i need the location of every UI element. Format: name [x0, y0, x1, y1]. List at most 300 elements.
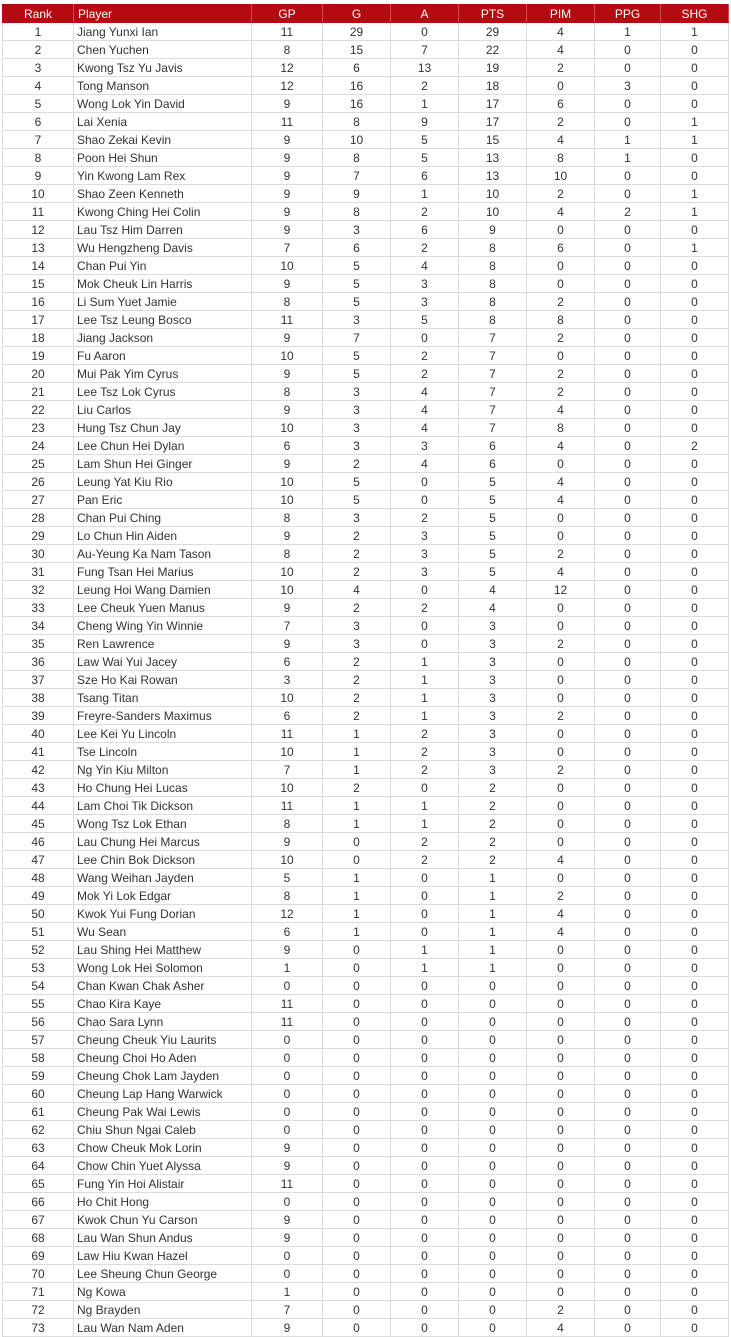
pim-cell: 0 — [527, 833, 595, 851]
table-row — [3, 347, 729, 365]
g-cell: 3 — [323, 311, 391, 329]
pim-cell: 0 — [527, 797, 595, 815]
ppg-cell: 0 — [595, 671, 661, 689]
rank-cell: 1 — [3, 23, 74, 41]
rank-cell: 37 — [3, 671, 74, 689]
pts-cell: 0 — [459, 1319, 527, 1337]
ppg-cell: 0 — [595, 743, 661, 761]
a-cell: 2 — [391, 509, 459, 527]
player-name-cell[interactable]: Ng Kowa — [74, 1283, 252, 1301]
player-name-cell[interactable]: Cheng Wing Yin Winnie — [74, 617, 252, 635]
player-name-cell[interactable]: Lam Shun Hei Ginger — [74, 455, 252, 473]
shg-cell: 0 — [661, 815, 729, 833]
player-name-cell[interactable]: Chao Kira Kaye — [74, 995, 252, 1013]
pts-cell: 0 — [459, 1193, 527, 1211]
rank-cell: 57 — [3, 1031, 74, 1049]
ppg-cell: 0 — [595, 545, 661, 563]
rank-cell: 70 — [3, 1265, 74, 1283]
shg-cell: 0 — [661, 1301, 729, 1319]
a-cell: 2 — [391, 347, 459, 365]
table-row — [3, 59, 729, 77]
shg-cell: 0 — [661, 419, 729, 437]
ppg-cell: 0 — [595, 977, 661, 995]
table-row — [3, 1013, 729, 1031]
rank-cell: 17 — [3, 311, 74, 329]
rank-cell: 3 — [3, 59, 74, 77]
ppg-cell: 0 — [595, 1319, 661, 1337]
pim-cell: 6 — [527, 239, 595, 257]
player-name-cell[interactable]: Ren Lawrence — [74, 635, 252, 653]
column-header-gp[interactable]: GP — [252, 5, 323, 23]
pim-cell: 2 — [527, 365, 595, 383]
pts-cell: 7 — [459, 401, 527, 419]
player-name-cell[interactable]: Ng Brayden — [74, 1301, 252, 1319]
player-name-cell[interactable]: Tsang Titan — [74, 689, 252, 707]
pts-cell: 0 — [459, 1211, 527, 1229]
ppg-cell: 0 — [595, 473, 661, 491]
gp-cell: 9 — [252, 1139, 323, 1157]
player-name-cell[interactable]: Cheung Choi Ho Aden — [74, 1049, 252, 1067]
rank-cell: 41 — [3, 743, 74, 761]
a-cell: 0 — [391, 887, 459, 905]
player-name-cell[interactable]: Lee Kei Yu Lincoln — [74, 725, 252, 743]
player-name-cell[interactable]: Kwong Ching Hei Colin — [74, 203, 252, 221]
pts-cell: 6 — [459, 437, 527, 455]
player-name-cell[interactable]: Chen Yuchen — [74, 41, 252, 59]
a-cell: 2 — [391, 743, 459, 761]
pim-cell: 12 — [527, 581, 595, 599]
player-name-cell[interactable]: Lau Wan Nam Aden — [74, 1319, 252, 1337]
a-cell: 0 — [391, 581, 459, 599]
ppg-cell: 0 — [595, 437, 661, 455]
table-row — [3, 1247, 729, 1265]
g-cell: 2 — [323, 527, 391, 545]
table-row — [3, 869, 729, 887]
g-cell: 5 — [323, 257, 391, 275]
player-name-cell[interactable]: Kwok Chun Yu Carson — [74, 1211, 252, 1229]
rank-cell: 55 — [3, 995, 74, 1013]
shg-cell: 0 — [661, 527, 729, 545]
g-cell: 0 — [323, 1139, 391, 1157]
player-name-cell[interactable]: Lo Chun Hin Aiden — [74, 527, 252, 545]
player-name-cell[interactable]: Wong Tsz Lok Ethan — [74, 815, 252, 833]
g-cell: 6 — [323, 239, 391, 257]
player-name-cell[interactable]: Wong Lok Hei Solomon — [74, 959, 252, 977]
ppg-cell: 0 — [595, 1229, 661, 1247]
column-header-ppg[interactable]: PPG — [595, 5, 661, 23]
g-cell: 1 — [323, 797, 391, 815]
player-name-cell[interactable]: Lau Shing Hei Matthew — [74, 941, 252, 959]
player-name-cell[interactable]: Lau Wan Shun Andus — [74, 1229, 252, 1247]
column-header-g[interactable]: G — [323, 5, 391, 23]
pts-cell: 13 — [459, 167, 527, 185]
shg-cell: 0 — [661, 1229, 729, 1247]
a-cell: 0 — [391, 1265, 459, 1283]
player-name-cell[interactable]: Wang Weihan Jayden — [74, 869, 252, 887]
pim-cell: 2 — [527, 1301, 595, 1319]
table-row — [3, 923, 729, 941]
gp-cell: 9 — [252, 1229, 323, 1247]
pts-cell: 0 — [459, 1157, 527, 1175]
shg-cell: 1 — [661, 239, 729, 257]
column-header-a[interactable]: A — [391, 5, 459, 23]
shg-cell: 0 — [661, 689, 729, 707]
player-name-cell[interactable]: Lai Xenia — [74, 113, 252, 131]
table-row — [3, 1085, 729, 1103]
table-row — [3, 563, 729, 581]
pts-cell: 2 — [459, 851, 527, 869]
rank-cell: 29 — [3, 527, 74, 545]
player-name-cell[interactable]: Lee Tsz Leung Bosco — [74, 311, 252, 329]
a-cell: 0 — [391, 1139, 459, 1157]
player-name-cell[interactable]: Law Wai Yui Jacey — [74, 653, 252, 671]
pim-cell: 2 — [527, 293, 595, 311]
shg-cell: 1 — [661, 131, 729, 149]
player-name-cell[interactable]: Freyre-Sanders Maximus — [74, 707, 252, 725]
table-row — [3, 221, 729, 239]
gp-cell: 6 — [252, 707, 323, 725]
pim-cell: 0 — [527, 527, 595, 545]
header-row — [3, 5, 729, 23]
pts-cell: 2 — [459, 779, 527, 797]
ppg-cell: 0 — [595, 581, 661, 599]
player-name-cell[interactable]: Poon Hei Shun — [74, 149, 252, 167]
player-name-cell[interactable]: Cheung Pak Wai Lewis — [74, 1103, 252, 1121]
pts-cell: 5 — [459, 491, 527, 509]
a-cell: 5 — [391, 131, 459, 149]
shg-cell: 0 — [661, 995, 729, 1013]
rank-cell: 21 — [3, 383, 74, 401]
gp-cell: 9 — [252, 1157, 323, 1175]
shg-cell: 0 — [661, 329, 729, 347]
g-cell: 0 — [323, 959, 391, 977]
a-cell: 0 — [391, 1013, 459, 1031]
pts-cell: 5 — [459, 545, 527, 563]
column-header-rank[interactable]: Rank — [3, 5, 74, 23]
gp-cell: 10 — [252, 779, 323, 797]
ppg-cell: 0 — [595, 509, 661, 527]
player-name-cell[interactable]: Mok Cheuk Lin Harris — [74, 275, 252, 293]
pim-cell: 0 — [527, 1103, 595, 1121]
g-cell: 5 — [323, 473, 391, 491]
a-cell: 5 — [391, 311, 459, 329]
shg-cell: 0 — [661, 455, 729, 473]
a-cell: 0 — [391, 617, 459, 635]
player-name-cell[interactable]: Ho Chung Hei Lucas — [74, 779, 252, 797]
pim-cell: 2 — [527, 887, 595, 905]
player-name-cell[interactable]: Cheung Chok Lam Jayden — [74, 1067, 252, 1085]
player-name-cell[interactable]: Chan Pui Yin — [74, 257, 252, 275]
player-name-cell[interactable]: Fung Yin Hoi Alistair — [74, 1175, 252, 1193]
ppg-cell: 0 — [595, 1031, 661, 1049]
a-cell: 1 — [391, 707, 459, 725]
a-cell: 13 — [391, 59, 459, 77]
shg-cell: 0 — [661, 653, 729, 671]
rank-cell: 53 — [3, 959, 74, 977]
ppg-cell: 0 — [595, 635, 661, 653]
pim-cell: 2 — [527, 383, 595, 401]
player-name-cell[interactable]: Fung Tsan Hei Marius — [74, 563, 252, 581]
ppg-cell: 2 — [595, 203, 661, 221]
ppg-cell: 0 — [595, 41, 661, 59]
column-header-pts[interactable]: PTS — [459, 5, 527, 23]
player-name-cell[interactable]: Lee Chun Hei Dylan — [74, 437, 252, 455]
player-name-cell[interactable]: Chao Sara Lynn — [74, 1013, 252, 1031]
pts-cell: 18 — [459, 77, 527, 95]
ppg-cell: 0 — [595, 59, 661, 77]
table-row — [3, 1211, 729, 1229]
pts-cell: 8 — [459, 257, 527, 275]
table-row — [3, 905, 729, 923]
gp-cell: 10 — [252, 347, 323, 365]
gp-cell: 10 — [252, 743, 323, 761]
g-cell: 3 — [323, 635, 391, 653]
shg-cell: 0 — [661, 1139, 729, 1157]
rank-cell: 25 — [3, 455, 74, 473]
player-name-cell[interactable]: Tse Lincoln — [74, 743, 252, 761]
table-row — [3, 797, 729, 815]
a-cell: 0 — [391, 1157, 459, 1175]
pts-cell: 5 — [459, 563, 527, 581]
a-cell: 0 — [391, 1247, 459, 1265]
pim-cell: 0 — [527, 959, 595, 977]
rank-cell: 28 — [3, 509, 74, 527]
player-name-cell[interactable]: Chan Pui Ching — [74, 509, 252, 527]
rank-cell: 43 — [3, 779, 74, 797]
ppg-cell: 0 — [595, 923, 661, 941]
player-name-cell[interactable]: Hung Tsz Chun Jay — [74, 419, 252, 437]
shg-cell: 0 — [661, 977, 729, 995]
pim-cell: 8 — [527, 149, 595, 167]
table-row — [3, 725, 729, 743]
shg-cell: 0 — [661, 95, 729, 113]
gp-cell: 7 — [252, 617, 323, 635]
shg-cell: 0 — [661, 563, 729, 581]
pts-cell: 7 — [459, 329, 527, 347]
g-cell: 0 — [323, 1103, 391, 1121]
table-row — [3, 167, 729, 185]
pim-cell: 2 — [527, 329, 595, 347]
gp-cell: 1 — [252, 959, 323, 977]
g-cell: 8 — [323, 203, 391, 221]
pts-cell: 3 — [459, 617, 527, 635]
rank-cell: 5 — [3, 95, 74, 113]
gp-cell: 0 — [252, 1031, 323, 1049]
player-name-cell[interactable]: Shao Zeen Kenneth — [74, 185, 252, 203]
g-cell: 15 — [323, 41, 391, 59]
pim-cell: 0 — [527, 1067, 595, 1085]
ppg-cell: 0 — [595, 293, 661, 311]
gp-cell: 10 — [252, 257, 323, 275]
player-name-cell[interactable]: Cheung Lap Hang Warwick — [74, 1085, 252, 1103]
player-name-cell[interactable]: Chow Cheuk Mok Lorin — [74, 1139, 252, 1157]
g-cell: 3 — [323, 509, 391, 527]
player-name-cell[interactable]: Chiu Shun Ngai Caleb — [74, 1121, 252, 1139]
shg-cell: 0 — [661, 41, 729, 59]
player-name-cell[interactable]: Chow Chin Yuet Alyssa — [74, 1157, 252, 1175]
a-cell: 0 — [391, 1031, 459, 1049]
table-row — [3, 455, 729, 473]
player-name-cell[interactable]: Lau Tsz Him Darren — [74, 221, 252, 239]
g-cell: 5 — [323, 347, 391, 365]
ppg-cell: 0 — [595, 311, 661, 329]
player-name-cell[interactable]: Mui Pak Yim Cyrus — [74, 365, 252, 383]
pts-cell: 29 — [459, 23, 527, 41]
player-name-cell[interactable]: Lee Tsz Lok Cyrus — [74, 383, 252, 401]
player-name-cell[interactable]: Leung Yat Kiu Rio — [74, 473, 252, 491]
player-name-cell[interactable]: Yin Kwong Lam Rex — [74, 167, 252, 185]
gp-cell: 10 — [252, 563, 323, 581]
rank-cell: 18 — [3, 329, 74, 347]
gp-cell: 12 — [252, 59, 323, 77]
pts-cell: 3 — [459, 725, 527, 743]
shg-cell: 0 — [661, 383, 729, 401]
player-name-cell[interactable]: Sze Ho Kai Rowan — [74, 671, 252, 689]
player-name-cell[interactable]: Wu Hengzheng Davis — [74, 239, 252, 257]
g-cell: 0 — [323, 1193, 391, 1211]
player-name-cell[interactable]: Lam Choi Tik Dickson — [74, 797, 252, 815]
pim-cell: 0 — [527, 455, 595, 473]
a-cell: 0 — [391, 1211, 459, 1229]
pim-cell: 0 — [527, 1031, 595, 1049]
player-name-cell[interactable]: Lee Chin Bok Dickson — [74, 851, 252, 869]
shg-cell: 0 — [661, 1211, 729, 1229]
player-name-cell[interactable]: Liu Carlos — [74, 401, 252, 419]
player-name-cell[interactable]: Lee Cheuk Yuen Manus — [74, 599, 252, 617]
g-cell: 2 — [323, 707, 391, 725]
g-cell: 0 — [323, 1229, 391, 1247]
player-name-cell[interactable]: Cheung Cheuk Yiu Laurits — [74, 1031, 252, 1049]
g-cell: 0 — [323, 851, 391, 869]
rank-cell: 34 — [3, 617, 74, 635]
player-name-cell[interactable]: Pan Eric — [74, 491, 252, 509]
a-cell: 1 — [391, 95, 459, 113]
ppg-cell: 0 — [595, 833, 661, 851]
player-name-cell[interactable]: Lee Sheung Chun George — [74, 1265, 252, 1283]
pts-cell: 19 — [459, 59, 527, 77]
gp-cell: 6 — [252, 923, 323, 941]
column-header-player[interactable]: Player — [74, 5, 252, 23]
g-cell: 16 — [323, 77, 391, 95]
rank-cell: 26 — [3, 473, 74, 491]
pts-cell: 5 — [459, 509, 527, 527]
player-name-cell[interactable]: Leung Hoi Wang Damien — [74, 581, 252, 599]
a-cell: 2 — [391, 833, 459, 851]
pts-cell: 3 — [459, 707, 527, 725]
pim-cell: 0 — [527, 599, 595, 617]
player-name-cell[interactable]: Mok Yi Lok Edgar — [74, 887, 252, 905]
table-row — [3, 995, 729, 1013]
pts-cell: 0 — [459, 1067, 527, 1085]
g-cell: 0 — [323, 995, 391, 1013]
pts-cell: 6 — [459, 455, 527, 473]
player-name-cell[interactable]: Fu Aaron — [74, 347, 252, 365]
table-row — [3, 1283, 729, 1301]
table-row — [3, 545, 729, 563]
g-cell: 7 — [323, 167, 391, 185]
player-name-cell[interactable]: Kwong Tsz Yu Javis — [74, 59, 252, 77]
rank-cell: 22 — [3, 401, 74, 419]
pim-cell: 0 — [527, 815, 595, 833]
player-name-cell[interactable]: Lau Chung Hei Marcus — [74, 833, 252, 851]
gp-cell: 9 — [252, 275, 323, 293]
pts-cell: 0 — [459, 1031, 527, 1049]
rank-cell: 19 — [3, 347, 74, 365]
player-name-cell[interactable]: Jiang Jackson — [74, 329, 252, 347]
a-cell: 2 — [391, 599, 459, 617]
column-header-pim[interactable]: PIM — [527, 5, 595, 23]
g-cell: 0 — [323, 1121, 391, 1139]
ppg-cell: 0 — [595, 1139, 661, 1157]
player-name-cell[interactable]: Shao Zekai Kevin — [74, 131, 252, 149]
gp-cell: 11 — [252, 23, 323, 41]
player-name-cell[interactable]: Li Sum Yuet Jamie — [74, 293, 252, 311]
player-name-cell[interactable]: Kwok Yui Fung Dorian — [74, 905, 252, 923]
table-row — [3, 1319, 729, 1337]
table-row — [3, 311, 729, 329]
rank-cell: 9 — [3, 167, 74, 185]
g-cell: 0 — [323, 1013, 391, 1031]
ppg-cell: 0 — [595, 797, 661, 815]
player-name-cell[interactable]: Ng Yin Kiu Milton — [74, 761, 252, 779]
ppg-cell: 0 — [595, 1247, 661, 1265]
player-name-cell[interactable]: Tong Manson — [74, 77, 252, 95]
pts-cell: 7 — [459, 365, 527, 383]
pts-cell: 0 — [459, 977, 527, 995]
column-header-shg[interactable]: SHG — [661, 5, 729, 23]
pim-cell: 0 — [527, 1121, 595, 1139]
gp-cell: 11 — [252, 311, 323, 329]
shg-cell: 0 — [661, 167, 729, 185]
player-name-cell[interactable]: Au-Yeung Ka Nam Tason — [74, 545, 252, 563]
shg-cell: 0 — [661, 599, 729, 617]
rank-cell: 72 — [3, 1301, 74, 1319]
player-name-cell[interactable]: Chan Kwan Chak Asher — [74, 977, 252, 995]
player-name-cell[interactable]: Ho Chit Hong — [74, 1193, 252, 1211]
table-row — [3, 437, 729, 455]
g-cell: 0 — [323, 1283, 391, 1301]
gp-cell: 0 — [252, 1049, 323, 1067]
pim-cell: 0 — [527, 617, 595, 635]
shg-cell: 0 — [661, 149, 729, 167]
player-name-cell[interactable]: Jiang Yunxi Ian — [74, 23, 252, 41]
g-cell: 2 — [323, 653, 391, 671]
player-name-cell[interactable]: Wong Lok Yin David — [74, 95, 252, 113]
rank-cell: 7 — [3, 131, 74, 149]
pim-cell: 2 — [527, 707, 595, 725]
gp-cell: 9 — [252, 941, 323, 959]
gp-cell: 9 — [252, 401, 323, 419]
table-row — [3, 149, 729, 167]
pim-cell: 8 — [527, 311, 595, 329]
g-cell: 0 — [323, 1157, 391, 1175]
g-cell: 6 — [323, 59, 391, 77]
a-cell: 2 — [391, 239, 459, 257]
a-cell: 0 — [391, 905, 459, 923]
rank-cell: 14 — [3, 257, 74, 275]
ppg-cell: 0 — [595, 491, 661, 509]
pts-cell: 1 — [459, 941, 527, 959]
pts-cell: 0 — [459, 1013, 527, 1031]
player-name-cell[interactable]: Law Hiu Kwan Hazel — [74, 1247, 252, 1265]
shg-cell: 0 — [661, 1157, 729, 1175]
gp-cell: 0 — [252, 1265, 323, 1283]
player-name-cell[interactable]: Wu Sean — [74, 923, 252, 941]
g-cell: 1 — [323, 887, 391, 905]
g-cell: 10 — [323, 131, 391, 149]
pts-cell: 9 — [459, 221, 527, 239]
rank-cell: 59 — [3, 1067, 74, 1085]
